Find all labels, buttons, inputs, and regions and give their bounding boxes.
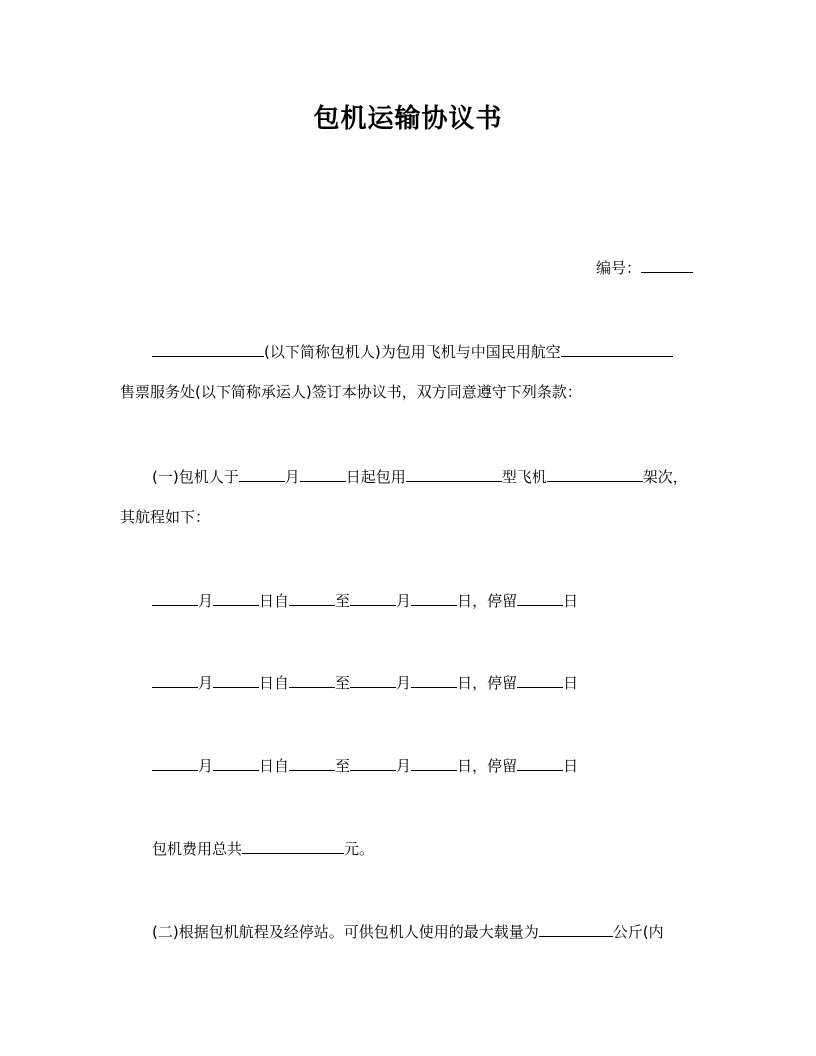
month-blank[interactable] [239, 465, 285, 482]
fee-label: 包机费用总共 [152, 840, 243, 858]
route-dest-blank[interactable] [350, 754, 396, 771]
fee-unit: 元。 [344, 840, 375, 858]
intro-text-a: (以下简称包机人)为包用飞机与中国民用航空 [264, 343, 561, 361]
route-text: 月 [396, 592, 412, 610]
contract-number [596, 256, 693, 278]
route-month2-blank[interactable] [411, 754, 457, 771]
max-load-blank[interactable] [539, 920, 613, 937]
route-text: 日，停留 [457, 674, 518, 692]
route-day-blank[interactable] [213, 754, 259, 771]
clause1-text-3: 日起包用 [345, 468, 406, 486]
clause2-unit: 公斤(内 [612, 923, 664, 941]
route-text: 日，停留 [457, 757, 518, 775]
number-blank[interactable] [641, 256, 693, 273]
route-text: 月 [396, 674, 412, 692]
aircraft-type-blank[interactable] [406, 465, 502, 482]
route-text: 日，停留 [457, 592, 518, 610]
route-row [152, 589, 578, 611]
clause1-line-2: 其航程如下： [120, 508, 211, 526]
route-stay-blank[interactable] [517, 671, 563, 688]
charterer-blank[interactable] [152, 340, 264, 357]
clause1-text-4: 型飞机 [501, 468, 547, 486]
day-blank[interactable] [300, 465, 346, 482]
route-day-blank[interactable] [213, 589, 259, 606]
clause2-text: (二)根据包机航程及经停站。可供包机人使用的最大载量为 [152, 923, 539, 941]
route-origin-blank[interactable] [289, 671, 335, 688]
route-month-blank[interactable] [152, 671, 198, 688]
route-text: 日 [563, 592, 579, 610]
clause1-text-1: (一)包机人于 [152, 468, 239, 486]
number-label: 编号： [596, 259, 642, 277]
carrier-blank[interactable] [561, 340, 673, 357]
intro-line-2: 售票服务处(以下简称承运人)签订本协议书，双方同意遵守下列条款： [120, 383, 582, 401]
route-stay-blank[interactable] [517, 589, 563, 606]
document-title: 包机运输协议书 [313, 104, 503, 134]
route-text: 日 [563, 674, 579, 692]
sorties-blank[interactable] [547, 465, 643, 482]
route-month-blank[interactable] [152, 754, 198, 771]
route-text: 日自 [259, 757, 290, 775]
route-month-blank[interactable] [152, 589, 198, 606]
clause2-line [152, 920, 664, 942]
route-stay-blank[interactable] [517, 754, 563, 771]
route-text: 月 [198, 757, 214, 775]
clause1-text-5: 架次， [642, 468, 688, 486]
route-dest-blank[interactable] [350, 671, 396, 688]
route-origin-blank[interactable] [289, 589, 335, 606]
route-text: 日自 [259, 674, 290, 692]
fee-line [152, 837, 374, 859]
route-text: 至 [335, 592, 351, 610]
route-row [152, 754, 578, 776]
route-day-blank[interactable] [213, 671, 259, 688]
route-month2-blank[interactable] [411, 589, 457, 606]
route-month2-blank[interactable] [411, 671, 457, 688]
clause1-line-1 [152, 465, 688, 487]
fee-blank[interactable] [242, 837, 344, 854]
route-text: 日自 [259, 592, 290, 610]
route-origin-blank[interactable] [289, 754, 335, 771]
route-text: 月 [396, 757, 412, 775]
clause1-text-2: 月 [284, 468, 300, 486]
route-row [152, 671, 578, 693]
route-text: 至 [335, 757, 351, 775]
intro-line-1 [152, 340, 673, 362]
route-dest-blank[interactable] [350, 589, 396, 606]
route-text: 月 [198, 674, 214, 692]
route-text: 至 [335, 674, 351, 692]
route-text: 月 [198, 592, 214, 610]
route-text: 日 [563, 757, 579, 775]
